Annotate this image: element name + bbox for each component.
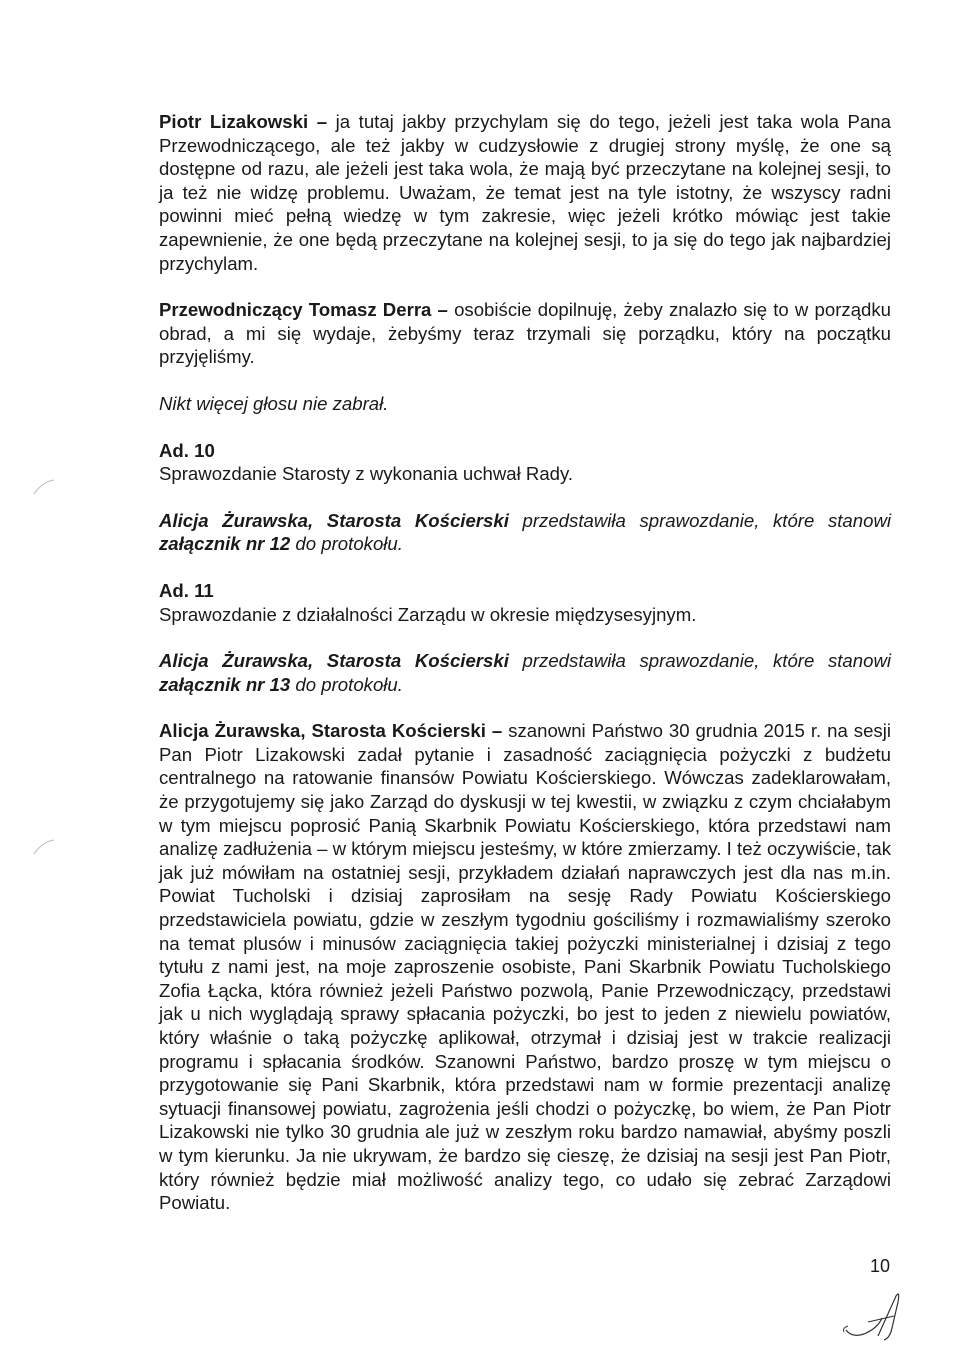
speaker-name: Przewodniczący Tomasz Derra – bbox=[159, 299, 448, 321]
speaker-name: Alicja Żurawska, Starosta Kościerski – bbox=[159, 720, 503, 742]
report-text: przedstawiła sprawozdanie, które stanowi bbox=[508, 509, 891, 531]
statement-text: szanowni Państwo 30 grudnia 2015 r. na sesji Pan Piotr Lizakowski zadał pytanie i zasadność zaciągnięcia pożyczki z budżetu centralnego na ratowanie finansów Powiatu Kościerskiego. Wówczas zadeklarowałam, że przygotujemy się jako Zarząd do dyskusji w tej kwestii, w związku z czym chciałabym w tym miejscu poprosić Panią Skarbnik Powiatu Kościerskiego, która przedstawi nam analizę zadłużenia – w którym miejscu jesteśmy, w które zmierzamy. I też oczywiście, tak jak już mówiłam na ostatniej sesji, przykładem działań naprawczych jest dla nas m.in. Powiat Tucholski i dzisiaj zaprosiłam na sesję Rady Powiatu Kościerskiego przedstawiciela powiatu, gdzie w zeszłym tygodniu gościliśmy i rozmawialiśmy szeroko na temat plusów i minusów zaciągnięcia takiej pożyczki ministerialnej i dzisiaj z tego tytułu z nami jest, na moje zaproszenie osobiste, Pani Skarbnik Powiatu Tucholskiego Zofia Łącka, która również jeżeli Państwo pozwolą, Panie Przewodniczący, przedstawi jak u nich wyglądają sprawy spłacania pożyczki, bo jest to jeden z niewielu powiatów, który właśnie o taką pożyczkę aplikował, otrzymał i dzisiaj jest w trakcie realizacji programu i spłacania środków. Szanowni Państwo, bardzo proszę w tym miejscu o przygotowanie się Pani Skarbnik, która przedstawi nam w formie prezentacji analizę sytuacji finansowej powiatu, zagrożenia jeśli chodzi o pożyczkę, bo wiem, że Pan Piotr Lizakowski nie tylko 30 grudnia ale już w zeszłym roku bardzo namawiał, abyśmy poszli w tym kierunku. Ja nie ukrywam, że bardzo się cieszę, że dzisiaj na sesji jest Pan Piotr, który również będzie miał możliwość analizy tego, co udało się zebrać Zarządowi Powiatu. bbox=[159, 720, 891, 1214]
speaker-name: Piotr Lizakowski – bbox=[159, 111, 328, 132]
statement-zurawska bbox=[159, 719, 891, 1214]
speaker-name: Alicja Żurawska, Starosta Kościerski bbox=[159, 650, 509, 672]
attachment-reference: załącznik nr 12 bbox=[159, 533, 291, 555]
report-text: przedstawiła sprawozdanie, które stanowi bbox=[508, 650, 891, 672]
page-number: 10 bbox=[870, 1256, 891, 1276]
margin-mark-icon bbox=[32, 838, 58, 858]
agenda-item-subject: Sprawozdanie Starosty z wykonania uchwał Rady. bbox=[159, 463, 574, 485]
agenda-item-10-report bbox=[159, 509, 891, 556]
statement-derra bbox=[159, 298, 891, 369]
speaker-name: Alicja Żurawska, Starosta Kościerski bbox=[159, 509, 509, 531]
agenda-item-heading: Ad. 11 bbox=[159, 579, 214, 601]
no-more-speakers-note: Nikt więcej głosu nie zabrał. bbox=[159, 392, 389, 414]
agenda-item-10 bbox=[159, 439, 891, 486]
statement-text: osobiście dopilnuję, żeby znalazło się to w porządku obrad, a mi się wydaje, żebyśmy teraz trzymali się porządku, który na początku przyjęliśmy. bbox=[159, 299, 892, 368]
report-text-end: do protokołu. bbox=[290, 673, 403, 695]
attachment-reference: załącznik nr 13 bbox=[159, 673, 291, 695]
agenda-item-subject: Sprawozdanie z działalności Zarządu w okresie międzysesyjnym. bbox=[159, 603, 697, 625]
agenda-item-11 bbox=[159, 579, 891, 626]
agenda-item-11-report bbox=[159, 649, 891, 696]
agenda-item-heading: Ad. 10 bbox=[159, 439, 215, 461]
statement-text: ja tutaj jakby przychylam się do tego, jeżeli jest taka wola Pana Przewodniczącego, ale też jakby w cudzysłowie z drugiej strony myślę, że one są dostępne od razu, ale jeżeli jest taka wola, że mają być przeczytane na kolejnej sesji, to ja też nie widzę problemu. Uważam, że temat jest na tyle istotny, że wszyscy radni powinni mieć pełną wiedzę w tym zakresie, więc jeżeli krótko mówiąc jest takie zapewnienie, że one będą przeczytane na kolejnej sesji, to ja się do tego jak najbardziej przychylam. bbox=[159, 111, 891, 274]
statement-lizakowski bbox=[159, 110, 891, 275]
report-text-end: do protokołu. bbox=[290, 533, 403, 555]
signature-icon bbox=[838, 1288, 918, 1348]
document-body bbox=[159, 110, 891, 1238]
margin-mark-icon bbox=[32, 478, 58, 498]
